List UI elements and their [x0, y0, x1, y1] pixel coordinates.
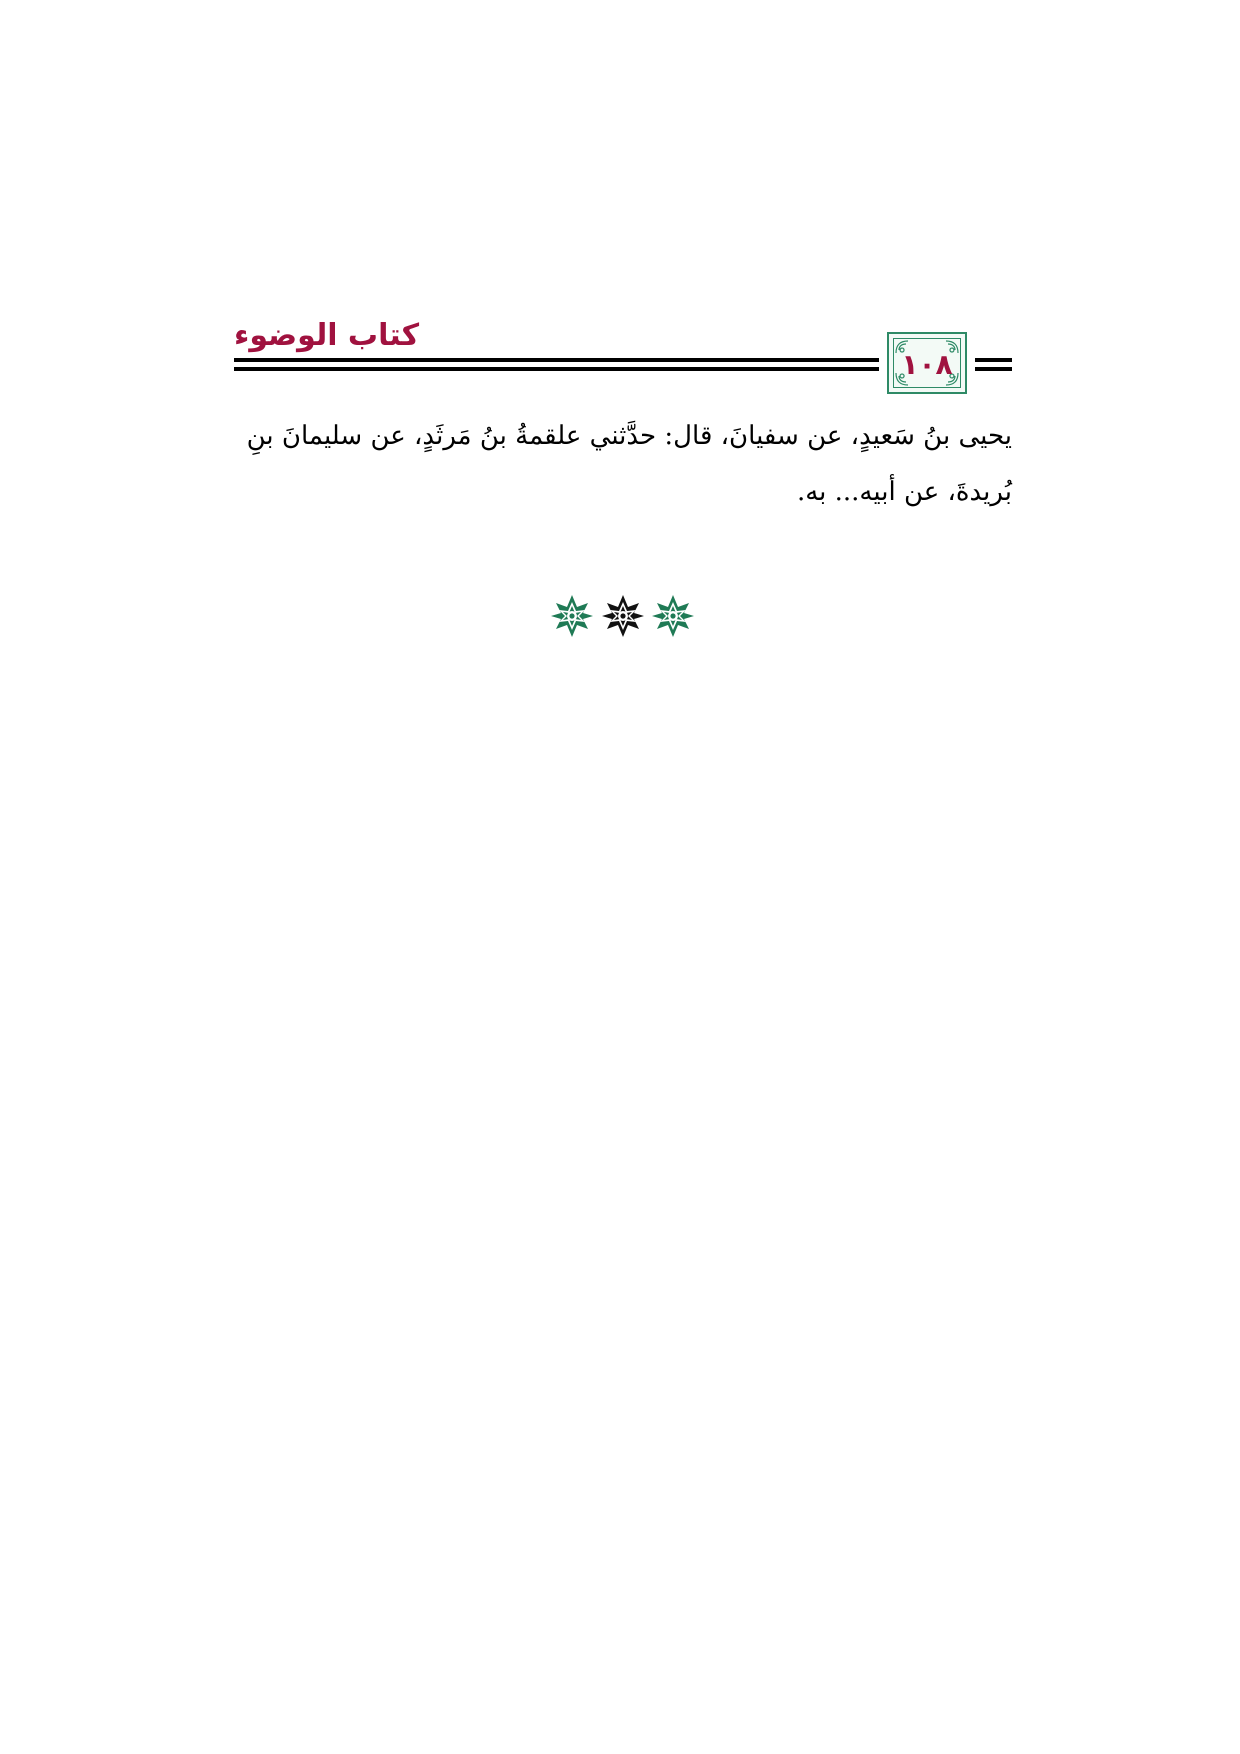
star-ornament-icon — [601, 594, 645, 638]
body-line: يحيى بنُ سَعيدٍ، عن سفيانَ، قال: حدَّثني علقمةُ بنُ مَرثَدٍ، عن سليمانَ بنِ — [246, 421, 1012, 451]
page-number-frame — [887, 332, 967, 394]
header-rule — [975, 358, 1012, 362]
page-number: ١٠٨ — [901, 348, 953, 381]
header-rule — [975, 367, 1012, 371]
section-separator — [550, 592, 695, 640]
header-rule — [234, 367, 879, 371]
star-ornament-icon — [550, 594, 594, 638]
running-header — [234, 312, 1012, 392]
book-title: كتاب الوضوء — [234, 318, 420, 353]
star-ornament-icon — [651, 594, 695, 638]
header-rule — [234, 358, 879, 362]
body-paragraph — [234, 408, 1012, 520]
body-line: بُريدةَ، عن أبيه... به. — [796, 477, 1012, 507]
